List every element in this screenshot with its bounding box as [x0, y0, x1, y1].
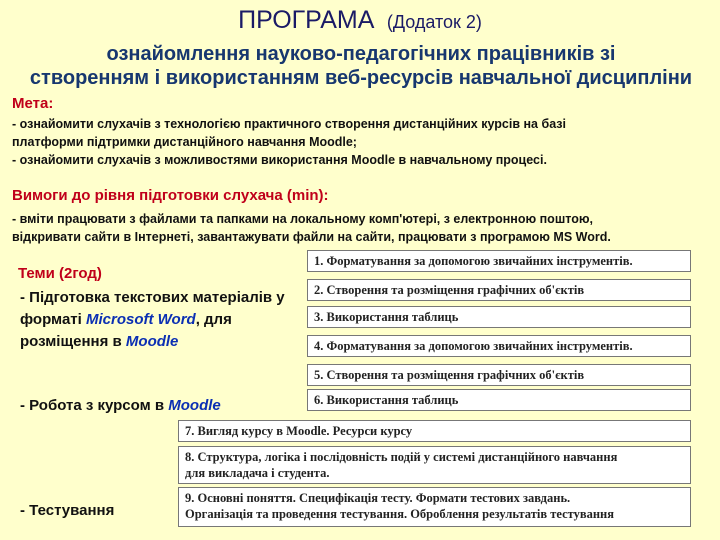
topic-2: [20, 395, 221, 417]
goal-line-2: платформи підтримки дистанційного навчання Moodle;: [12, 135, 357, 149]
topics-label: Теми (2год): [18, 265, 102, 282]
goal-line-3: - ознайомити слухачів з можливостями використання Moodle в навчальному процесі.: [12, 153, 547, 167]
topic-1-moodle: Moodle: [125, 333, 179, 350]
subtitle-line-1: ознайомлення науково-педагогічних працівників зі: [106, 43, 616, 65]
topic-1-line-3: [20, 331, 310, 353]
page-title: [0, 6, 720, 35]
goal-line-1: - ознайомити слухачів з технологією практичного створення дистанційних курсів на базі: [12, 117, 566, 131]
topic-1-for-text: , для: [195, 311, 232, 328]
box-5: [307, 364, 691, 386]
title-main: ПРОГРАМА: [238, 6, 375, 34]
title-sub: (Додаток 2): [386, 12, 482, 32]
box-5-text: 5. Створення та розміщення графічних об'єктів: [314, 368, 585, 382]
box-3-text: 3. Використання таблиць: [314, 310, 459, 324]
box-1: [307, 250, 691, 272]
box-7: [178, 420, 691, 442]
requirements-text: [12, 210, 712, 246]
requirements-line-2: відкривати сайти в Інтернеті, завантажувати файли на сайти, працювати з програмою MS Word.: [12, 230, 611, 244]
topic-1-line-2: [20, 309, 310, 331]
topic-1-placement-text: розміщення в: [20, 333, 126, 350]
topic-1: [20, 287, 310, 353]
topic-1-line-1: - Підготовка текстових матеріалів у: [20, 289, 285, 306]
topic-2-text: - Робота з курсом в: [20, 397, 169, 414]
box-8-line-1: 8. Структура, логіка і послідовність подій у системі дистанційного навчання: [185, 450, 618, 464]
topic-3: - Тестування: [20, 502, 115, 519]
box-4-text: 4. Форматування за допомогою звичайних інструментів.: [314, 339, 633, 353]
box-4: [307, 335, 691, 357]
box-1-text: 1. Форматування за допомогою звичайних інструментів.: [314, 254, 633, 268]
topic-1-format-text: форматі: [20, 311, 86, 328]
box-7-text: 7. Вигляд курсу в Moodle. Ресурси курсу: [185, 424, 413, 438]
box-9: [178, 487, 691, 527]
box-2-text: 2. Створення та розміщення графічних об'єктів: [314, 283, 585, 297]
box-9-line-1: 9. Основні поняття. Специфікація тесту. Формати тестових завдань.: [185, 491, 571, 505]
box-6-text: 6. Використання таблиць: [314, 393, 459, 407]
requirements-line-1: - вміти працювати з файлами та папками на локальному комп'ютері, з електронною поштою,: [12, 212, 593, 226]
box-3: [307, 306, 691, 328]
page-subtitle: [6, 42, 716, 90]
box-8: [178, 446, 691, 484]
requirements-label: Вимоги до рівня підготовки слухача (min):: [12, 187, 329, 204]
topic-1-msword: Microsoft Word: [85, 311, 196, 328]
subtitle-line-2: створенням і використанням веб-ресурсів навчальної дисципліни: [29, 67, 693, 89]
box-9-line-2: Організація та проведення тестування. Оброблення результатів тестування: [185, 507, 615, 521]
box-6: [307, 389, 691, 411]
box-2: [307, 279, 691, 301]
goal-label: Мета:: [12, 95, 54, 112]
box-8-line-2: для викладача і студента.: [185, 466, 330, 480]
goal-text: [12, 115, 712, 169]
topic-2-moodle: Moodle: [168, 397, 221, 414]
